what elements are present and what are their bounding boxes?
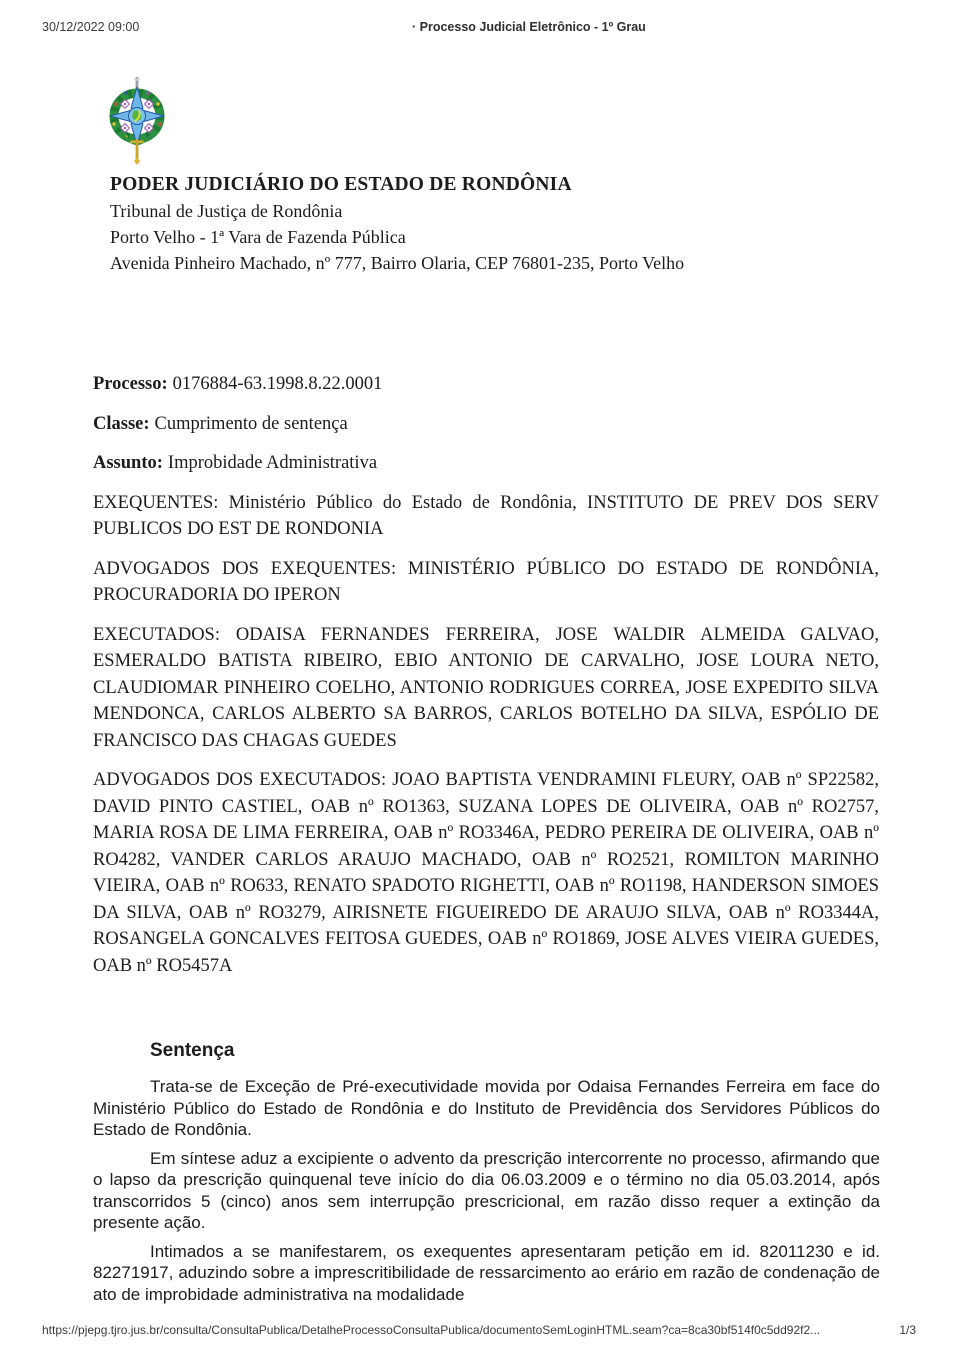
court-vara: Porto Velho - 1ª Vara de Fazenda Pública <box>110 227 406 247</box>
court-tribunal: Tribunal de Justiça de Rondônia <box>110 201 343 221</box>
letterhead <box>110 172 684 276</box>
process-number-label: Processo: <box>93 374 168 394</box>
process-subject-row <box>93 450 879 477</box>
sword-hilt-icon <box>131 139 144 165</box>
rondonia-coat-of-arms-icon <box>106 77 168 167</box>
process-details <box>93 371 879 979</box>
sentence-paragraph-3: Intimados a se manifestarem, os exequentes apresentaram petição em id. 82011230 e id. 82271917, aduzindo sobre a imprescritibilidade de ressarcimento ao erário em razão de condenação de ato de improbidade administrativa na modalidade <box>93 1241 880 1304</box>
print-footer-url: https://pjepg.tjro.jus.br/consulta/ConsultaPublica/DetalheProcessoConsultaPublica/documentoSemLoginHTML.seam?ca=8ca30bf514f0c5dd92f2... <box>42 1323 821 1337</box>
sentence-heading: Sentença <box>150 1040 235 1061</box>
court-name: PODER JUDICIÁRIO DO ESTADO DE RONDÔNIA <box>110 174 572 195</box>
court-address: Avenida Pinheiro Machado, nº 777, Bairro Olaria, CEP 76801-235, Porto Velho <box>110 253 685 273</box>
process-number-value: 0176884-63.1998.8.22.0001 <box>172 374 383 394</box>
page-number: 1/3 <box>899 1323 916 1337</box>
process-number-row <box>93 371 879 398</box>
process-subject-label: Assunto: <box>93 453 163 473</box>
center-emblem <box>129 108 146 125</box>
parties-advogados-executados: ADVOGADOS DOS EXECUTADOS: JOAO BAPTISTA VENDRAMINI FLEURY, OAB nº SP22582, DAVID PINTO CASTIEL, OAB nº RO1363, SUZANA LOPES DE OLIVEIRA, OAB nº RO2757, MARIA ROSA DE LIMA FERREIRA, OAB nº RO3346A, PEDRO PEREIRA DE OLIVEIRA, OAB nº RO4282, VANDER CARLOS ARAUJO MACHADO, OAB nº RO2521, ROMILTON MARINHO VIEIRA, OAB nº RO633, RENATO SPADOTO RIGHETTI, OAB nº RO1198, HANDERSON SIMOES DA SILVA, OAB nº RO3279, AIRISNETE FIGUEIREDO DE ARAUJO SILVA, OAB nº RO3344A, ROSANGELA GONCALVES FEITOSA GUEDES, OAB nº RO1869, JOSE ALVES VIEIRA GUEDES, OAB nº RO5457A <box>93 770 879 976</box>
parties-advogados-exequentes: ADVOGADOS DOS EXEQUENTES: MINISTÉRIO PÚBLICO DO ESTADO DE RONDÔNIA, PROCURADORIA DO IPERON <box>93 558 879 605</box>
parties-exequentes: EXEQUENTES: Ministério Público do Estado de Rondônia, INSTITUTO DE PREV DOS SERV PUBLICOS DO EST DE RONDONIA <box>93 492 879 539</box>
process-subject-value: Improbidade Administrativa <box>167 453 378 473</box>
sentence-paragraph-2: Em síntese aduz a excipiente o advento da prescrição intercorrente no processo, afirmando que o lapso da prescrição quinquenal teve início do dia 06.03.2009 e o término no dia 05.03.2014, após transcorridos 5 (cinco) anos sem interrupção prescricional, em razão disso requer a extinção da presente ação. <box>93 1148 880 1232</box>
parties-executados: EXECUTADOS: ODAISA FERNANDES FERREIRA, JOSE WALDIR ALMEIDA GALVAO, ESMERALDO BATISTA RIBEIRO, EBIO ANTONIO DE CARVALHO, JOSE LOURA NETO, CLAUDIOMAR PINHEIRO COELHO, ANTONIO RODRIGUES CORREA, JOSE EXPEDITO SILVA MENDONCA, CARLOS ALBERTO SA BARROS, CARLOS BOTELHO DA SILVA, ESPÓLIO DE FRANCISCO DAS CHAGAS GUEDES <box>93 624 879 751</box>
process-class-value: Cumprimento de sentença <box>154 413 348 434</box>
process-class-label: Classe: <box>93 413 150 434</box>
sentence-paragraph-1: Trata-se de Exceção de Pré-executividade movida por Odaisa Fernandes Ferreira em face do Ministério Público do Estado de Rondônia e do Instituto de Previdência dos Servidores Públicos do Estado de Rondônia. <box>93 1077 880 1139</box>
sentence-section <box>93 1040 880 1305</box>
process-class-row <box>93 411 879 438</box>
rondonia-coat-of-arms-logo <box>106 77 168 167</box>
print-title: · Processo Judicial Eletrônico - 1º Grau <box>412 20 646 34</box>
print-datetime: 30/12/2022 09:00 <box>42 20 140 34</box>
